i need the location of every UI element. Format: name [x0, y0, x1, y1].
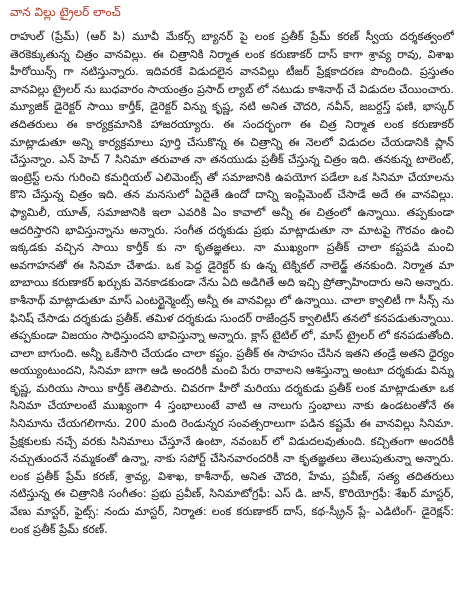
article-body: రాహుల్ (ప్రేమ్) (ఆర్ పి) మూవీ మేకర్స్ బ్యానర్ పై లంక ప్రతీక్ ప్రేమ్ కరణ్ స్వీయ దర్శకత్వంలో తెరకెక్కుతున్న చిత్రం వానవిల్లు. ఈ చిత్రానికి నిర్మాత లంక కరుణాకర్ దాస్ కాగా శ్రావ్య రావు, విశాఖ హీరోయిన్స్ గా నటిస్తున్నారు. ఇదివరకే విడుదలైన వానవిల్లు టీజర్ ప్రేక్షకాదరణ పొందింది. ప్రస్తుతం వానవిల్లు ట్రైలర్ ను బుధవారం సాయంత్రం ప్రసాద్ ల్యాబ్ లో నటుడు కాశినాథ్ చే విడుదల చేయించారు. మ్యూజిక్ డైరెక్టర్ సాయి కార్తీక్, డైరెక్టర్ విన్ను కృష్ణ, నటి అనిత చౌదరి, నవీన్, జబర్దస్త్ ఫణి, భాస్కర్ తదితరులు ఈ కార్యక్రమానికి హాజరయ్యారు. ఈ సందర్భంగా ఈ చిత్ర నిర్మాత లంక కరుణాకర్ మాట్లాడుతూ అన్ని కార్యక్రమాలు పూర్తి చేసుకొన్న ఈ చిత్రాన్ని ఈ నెలలో విడుదల చేయడానికి ప్లాన్ చేస్తున్నాం. ఎన్ హెచ్ 7 సినిమా తరువాత నా తనయుడు ప్రతీక్ చేస్తున్న చిత్రం ఇది. తనకున్న టాలెంట్, ఇంట్రెస్ట్ లను గురించి కమర్షియల్ ఎలిమెంట్స్ తో సమాజానికి ఉపయోగ పడేలా ఒక సినిమా చేయాలను కొని చేస్తున్న చిత్రం ఇది. తన మనసులో ఏదైతే ఉందో దాన్ని ఇంప్లిమెంట్ చేసాడే అదే ఈ వానవిల్లు. ఫ్యామిలీ, యూత్, సమాజానికి ఇలా ఎవరికి ఏం కావాలో అన్నీ ఈ చిత్రంలో ఉన్నాయి. తప్పకుండా ఆదరిస్తారని భావిస్తున్నాను అన్నారు. సంగీత దర్శకుడు ప్రభు మాట్లాడుతూ నా మాటపై గౌరవం ఉంచి ఇక్కడకు వచ్చిన సాయి కార్తీక్ కు నా కృతజ్ఞతలు. నా ముఖ్యంగా ప్రతీక్ చాలా కష్టపడి మంచి అవగాహనతో ఈ సినిమా చేశాడు. ఒక పెద్ద డైరెక్టర్ కు ఉన్న టెక్నికల్ నాలెడ్జ్ తనకుంది. నిర్మాత మా బాబాయి కరుణాకర్ ఖర్చుకు వెనకాడకుండా నేను ఏది అడిగితే అది ఇచ్చి ప్రోత్సాహిందారు అని అన్నారు. కాశీనాథ్ మాట్లాడుతూ మాస్ ఎంటర్టైన్మెంట్స్ అన్నీ ఈ వానవిల్లు లో ఉన్నాయి. చాలా క్వాలిటీ గా సీన్స్ ను ఫినిష్ చేసాడు దర్శకుడు ప్రతీక్. తమిళ దర్శకుడు సుందర్ రాజేంద్రన్ క్వాలిటీస్ తనలో కనపడుతున్నాయి. తప్పకుండా విజయం సాధిస్తుందని భావిస్తున్నా అన్నారు. క్లాస్ టైటిల్ లో, మాస్ ట్రైలర్ లో కనపడుతోంది. చాలా బాగుంది. అన్నీ ఒకేసారి చేయడం చాలా కష్టం. ప్రతీక్ ఈ సాహసం చేసిన ఇతని తండ్రే అతని ధైర్యం అయ్యుంటుందని, సినిమా బాగా ఆడి అందరికీ మంచి పేరు రావాలని ఆశిస్తున్నా అంటూ దర్శకుడు విన్ను కృష్ణ, మరియు సాయి కార్తీక్ తెలిపారు. చివరగా హీరో మరియు దర్శకుడు ప్రతీక్ లంక మాట్లాడుతూ ఒక సినిమా చేయాలంటే ముఖ్యంగా 4 స్తంభాలుంటే వాటి ఆ నాలుగు స్తంభాలు నాకు ఉండటంతోనే ఈ సినిమాను చేయగలిగాను. 200 మంది రెండున్నర సంవత్సరాలుగా పడిన కష్టమే ఈ వానవిల్లు సినిమా. ప్రేక్షకులకు నచ్చే వరకు సినిమాలు చేస్తూనే ఉంటా, నవంబర్ లో విడుదలవుతుంది. కచ్చితంగా అందరికీ నచ్చుతుందనే నమ్మకంతో ఉన్నా, నాకు సపోర్ట్ చేసినవారందరికీ నా కృతజ్ఞతలు తెలుపుతున్నా అన్నారు. లంక ప్రతీక్ ప్రేమ్ కరణ్, శ్రావ్య, విశాఖ, కాశీనాథ్, అనిత చౌదరి, హేమ, ప్రవీణ్, సత్య తదితరులు నటిస్తున్న ఈ చిత్రానికి సంగీతం: ప్రభు ప్రవీణ్, సినిమాటోగ్రఫీ: ఎస్ డి. జాన్, కొరియోగ్రఫీ: శేఖర్ మాస్టర్, వేణు మాస్టర్, ఫైట్స్: నందు మాస్టర్, నిర్మాత: లంక కరుణాకర్ దాస్, కథ-స్క్రీన్ ప్లే- ఎడిటింగ్- డైరెక్షన్: లంక ప్రతీక్ ప్రేమ్ కరణ్. [10, 30, 454, 536]
article-headline: వాన విల్లు ట్రైలర్ లాంచ్ [10, 5, 121, 19]
